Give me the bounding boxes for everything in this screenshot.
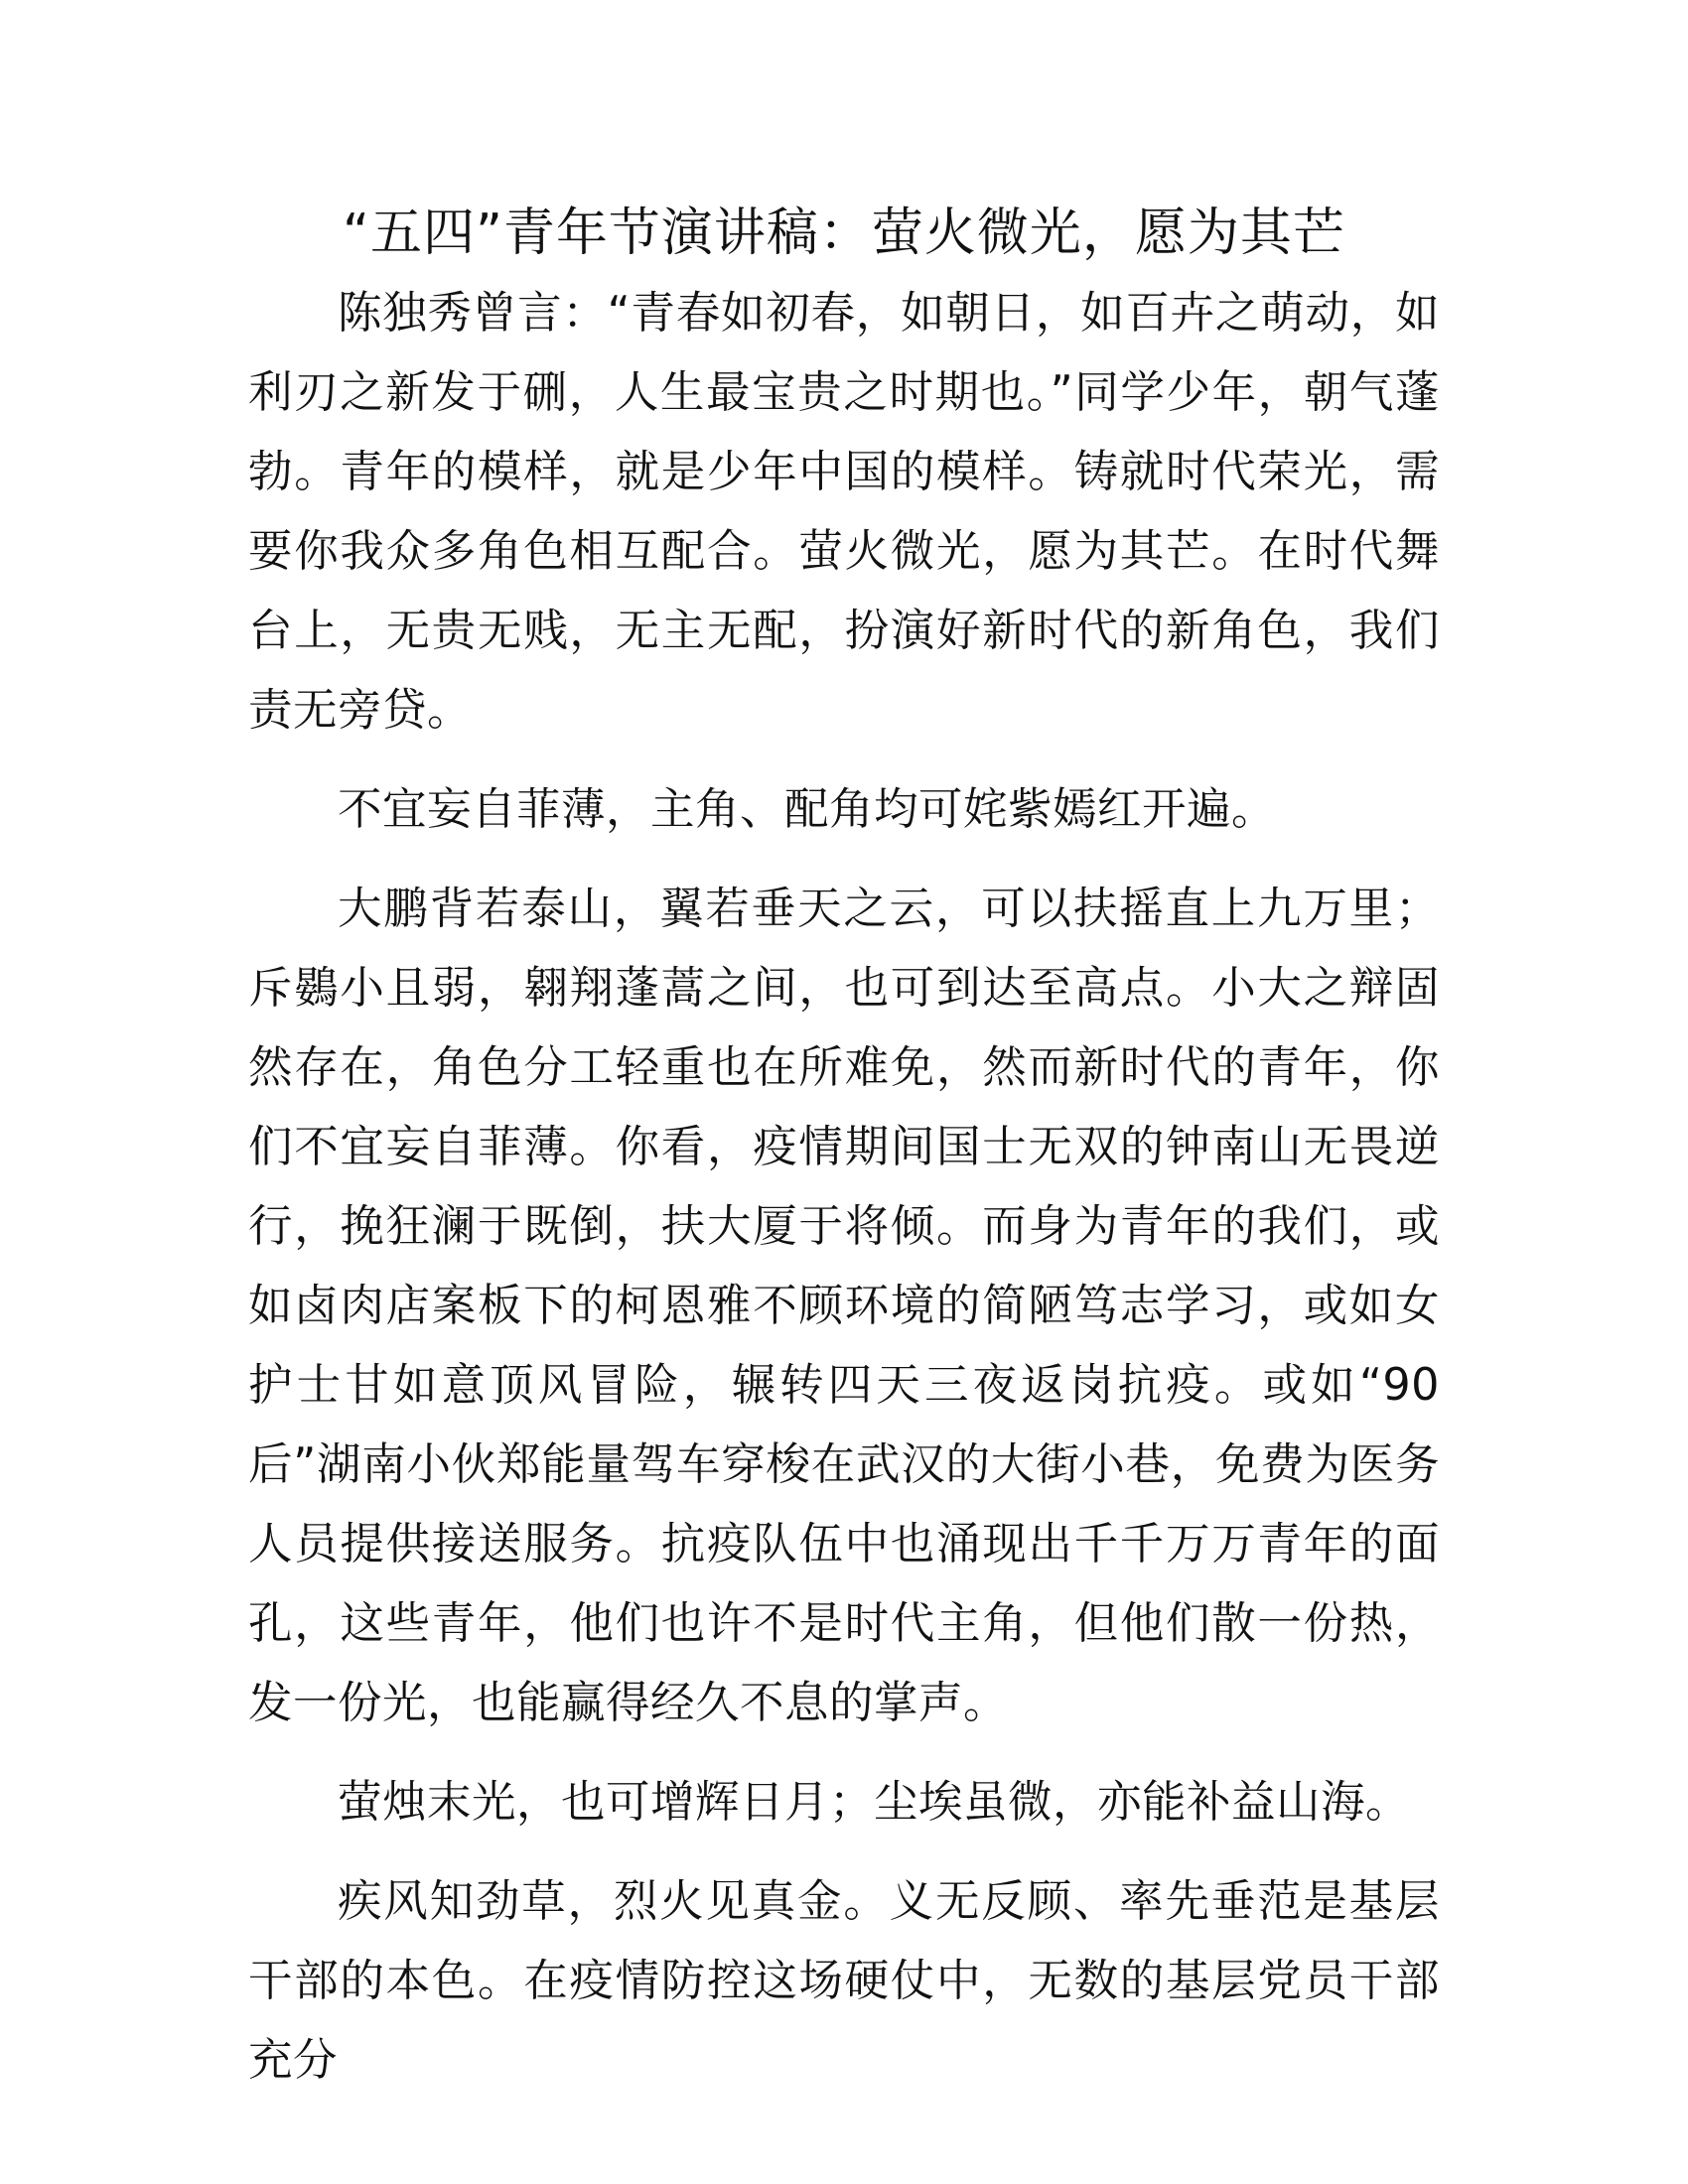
paragraph-3: 大鹏背若泰山，翼若垂天之云，可以扶摇直上九万里；斥鷃小且弱，翱翔蓬蒿之间，也可到达至高点。小大之辩固然存在，角色分工轻重也在所难免，然而新时代的青年，你们不宜妄自菲薄。你看，疫情期间国士无双的钟南山无畏逆行，挽狂澜于既倒，扶大厦于将倾。而身为青年的我们，或如卤肉店案板下的柯恩雅不顾环境的简陋笃志学习，或如女护士甘如意顶风冒险，辗转四天三夜返岗抗疫。或如“90后”湖南小伙郑能量驾车穿梭在武汉的大街小巷，免费为医务人员提供接送服务。抗疫队伍中也涌现出千千万万青年的面孔，这些青年，他们也许不是时代主角，但他们散一份热，发一份光，也能赢得经久不息的掌声。 (248, 884, 1440, 1728)
paragraph-1: 陈独秀曾言：“青春如初春，如朝日，如百卉之萌动，如利刃之新发于硎，人生最宝贵之时期也。”同学少年，朝气蓬勃。青年的模样，就是少年中国的模样。铸就时代荣光，需要你我众多角色相互配合。萤火微光，愿为其芒。在时代舞台上，无贵无贱，无主无配，扮演好新时代的新角色，我们责无旁贷。 (248, 288, 1440, 736)
paragraph-4: 萤烛末光，也可增辉日月；尘埃虽微，亦能补益山海。 (338, 1777, 1411, 1828)
document-title: “五四”青年节演讲稿：萤火微光，愿为其芒 (343, 204, 1345, 263)
paragraph-5: 疾风知劲草，烈火见真金。义无反顾、率先垂范是基层干部的本色。在疫情防控这场硬仗中，无数的基层党员干部充分 (248, 1876, 1440, 2086)
document-page (248, 195, 1440, 2101)
paragraph-2: 不宜妄自菲薄，主角、配角均可姹紫嫣红开遍。 (338, 784, 1277, 835)
